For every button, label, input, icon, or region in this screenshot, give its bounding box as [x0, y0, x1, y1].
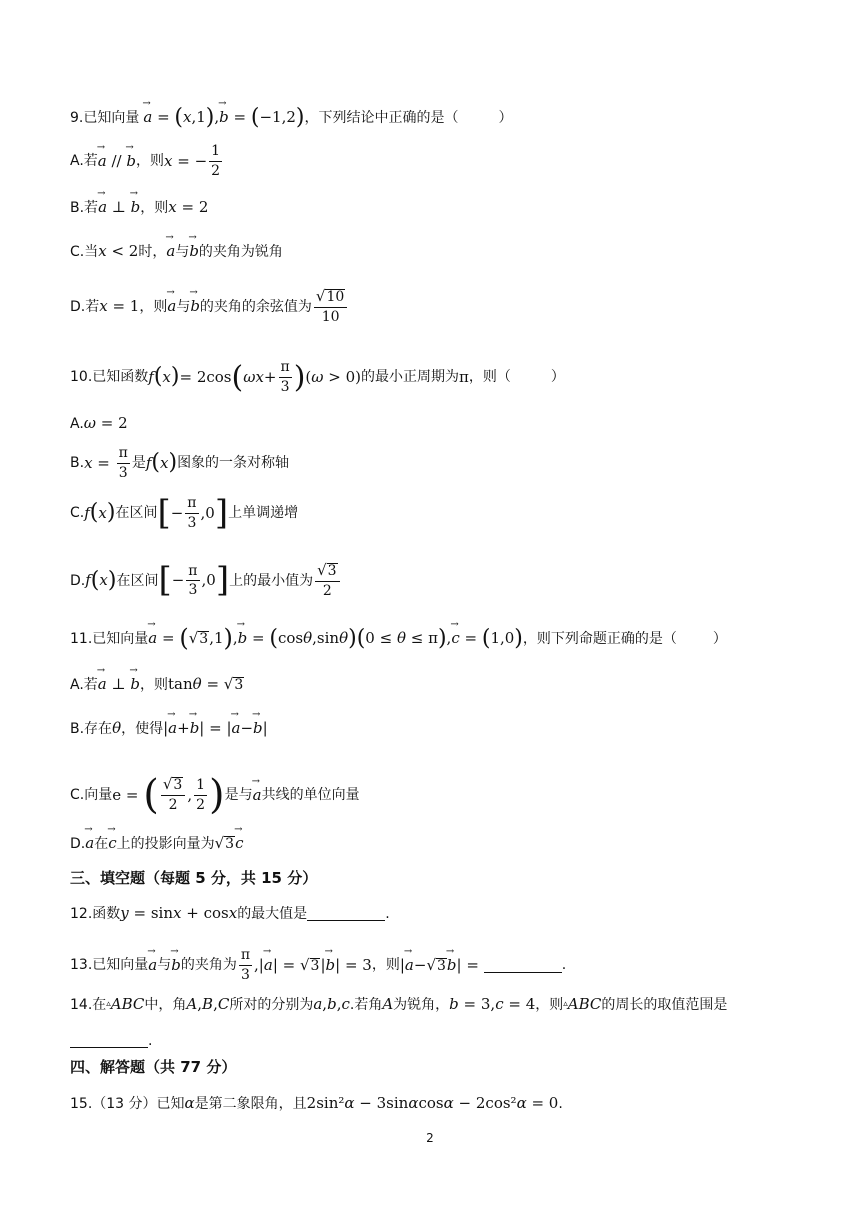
q9-c-label: C.当	[70, 243, 99, 260]
q14-t1: 中，角	[144, 996, 187, 1013]
q12-answer-blank[interactable]	[307, 906, 385, 921]
q11-a-mid: ，则	[140, 676, 168, 693]
q13-then: ，则	[371, 957, 400, 974]
q11-d-mid: 在	[94, 835, 109, 852]
q14-t4: 为锐角，	[393, 996, 450, 1013]
q10-stem-tail: 的最小正周期为	[361, 369, 460, 386]
q15-pre: 15.（13 分）已知	[70, 1095, 185, 1112]
q10-stem-text: 10.已知函数	[70, 369, 149, 386]
q9-b-mid: ，则	[140, 199, 169, 216]
q10-d-tail: 上的最小值为	[229, 572, 314, 589]
q10-paren: ）	[550, 369, 565, 386]
section-4-title: 四、解答题（共 77 分）	[70, 1058, 237, 1076]
q9-d-and: 与	[176, 298, 191, 315]
q9-option-a: A.若 → a // → b ，则 x = − $\frac{1}{2}$	[70, 144, 800, 178]
q10-c-label: C.	[70, 505, 85, 522]
q10-option-b: B. x = $\frac{\pi}{3}$ 是 f ( x ) 图象的一条对称轴	[70, 445, 290, 481]
q15-end: .	[558, 1095, 563, 1112]
q12: 12.函数 y = sin x + cos x 的最大值是 .	[70, 904, 390, 922]
q11-d-label: D.	[70, 835, 86, 852]
q13-pre: 13.已知向量	[70, 957, 149, 974]
q10-option-d: D. f ( x ) 在区间 [ − $\frac{\pi}{3}$ ,0 ] 上的最小值为 √ 3 2	[70, 563, 800, 598]
q10-d-label: D.	[70, 572, 86, 589]
section-3-title: 三、填空题（每题 5 分，共 15 分）	[70, 869, 318, 887]
q15: 15.（13 分）已知 α 是第二象限角，且 2sin² α − 3sin α cos α − 2cos² α = 0 .	[70, 1094, 563, 1112]
q13: 13.已知向量 → a 与 → b 的夹角为 $\frac{\pi}{3}$ ,| → a | = √ 3 | → b | = 3 ，则 | → a − √ 3 → b | = .	[70, 948, 800, 982]
q11-b-label: B.存在	[70, 720, 113, 737]
q11-option-a: A.若 → a ⊥ → b ，则 tan θ = √ 3	[70, 677, 800, 692]
q10-b-mid: 是	[131, 455, 146, 472]
q12-post: 的最大值是	[237, 905, 308, 922]
q11-stem-text: 11.已知向量	[70, 630, 149, 647]
q14-answer-blank[interactable]	[70, 1033, 148, 1048]
q9-d-mid: ，则	[139, 298, 168, 315]
page-number: 2	[426, 1131, 434, 1145]
q14: 14.在 ▵ ABC 中，角 A , B , C 所对的分别为 a , b , c .若角 A 为锐角， b = 3, c = 4 ，则 ▵ ABC 的周长的取值范围是	[70, 995, 728, 1013]
q11-b-mid: ，使得	[121, 720, 164, 737]
q14-t6: 的周长的取值范围是	[601, 996, 728, 1013]
q9-a-mid: ，则	[136, 153, 164, 170]
q14-t2: 所对的分别为	[229, 996, 314, 1013]
q11-d-tail: 上的投影向量为	[116, 835, 215, 852]
q11-paren: ）	[712, 630, 727, 647]
q9-c-tail: 的夹角为锐角	[198, 243, 283, 260]
q9-stem-tail: ，下列结论中正确的是（	[304, 109, 459, 126]
q11-c-tail: 共线的单位向量	[261, 787, 360, 803]
q12-pre: 12.函数	[70, 905, 121, 922]
q9-c-and: 与	[175, 243, 190, 260]
q9-c-mid: 时，	[138, 243, 167, 260]
q10-b-label: B.	[70, 455, 85, 472]
q13-end: .	[561, 957, 567, 974]
q9-option-d: D.若 x = 1 ，则 → a 与 → b 的夹角的余弦值为 √ 10 10	[70, 289, 800, 324]
q11-stem-tail: ，则下列命题正确的是（	[522, 630, 677, 647]
q9-paren: ）	[498, 109, 513, 126]
q9-b-label: B.若	[70, 199, 99, 216]
q10-stem-end: ，则（	[468, 369, 511, 386]
q14-t3: .若角	[349, 996, 383, 1013]
q11-option-d: D. → a 在 → c 上的投影向量为 √ 3 → c	[70, 836, 800, 851]
q10-option-c: C. f ( x ) 在区间 [ − $\frac{\pi}{3}$ ,0 ] 上单调递增	[70, 492, 299, 533]
q10-stem: 10.已知函数 f ( x ) = 2cos ( ωx + $\frac{\pi}{3}$ ) ( ω > 0) 的最小正周期为 π ，则（ ）	[70, 359, 565, 395]
q9-option-b: B.若 → a ⊥ → b ，则 x = 2	[70, 200, 800, 215]
q14-blank-line	[70, 1033, 800, 1048]
q14-t5: ，则	[535, 996, 564, 1013]
q15-mid: 是第二象限角，且	[194, 1095, 307, 1112]
q10-d-mid: 在区间	[116, 572, 159, 589]
q11-option-c: C.向量 e = ( √ 3 2 , $\frac{1}{2}$ ) 是与 → a 共线的单位向量	[70, 777, 800, 813]
q9-stem-text: 9.已知向量	[70, 109, 140, 126]
q10-a-label: A.	[70, 415, 84, 432]
q9-a-label: A.若	[70, 153, 98, 170]
q14-pre: 14.在	[70, 996, 107, 1013]
q11-stem: 11.已知向量 → a = ( √ 3 ,1 ) , → b = ( cos θ ,sin θ ) ( 0 ≤ θ ≤ π ) , → c = ( 1,0 ) ，则下列命题正确的是（ ）	[70, 628, 800, 650]
section-3-heading	[70, 871, 800, 886]
q10-c-tail: 上单调递增	[228, 505, 299, 522]
q10-c-mid: 在区间	[115, 505, 158, 522]
section-4-heading	[70, 1060, 800, 1075]
q9-option-c: C.当 x < 2 时， → a 与 → b 的夹角为锐角	[70, 244, 800, 259]
q13-and: 与	[157, 957, 172, 974]
q13-answer-blank[interactable]	[484, 958, 562, 973]
q11-option-b: B.存在 θ ，使得 | → a + → b | = | → a − → b |	[70, 721, 800, 736]
q11-a-label: A.若	[70, 676, 98, 693]
q10-b-tail: 图象的一条对称轴	[177, 455, 290, 472]
q9-d-tail: 的夹角的余弦值为	[199, 298, 312, 315]
q13-angle-text: 的夹角为	[180, 957, 237, 974]
q12-end: .	[385, 905, 390, 922]
q11-c-label: C.向量	[70, 787, 113, 803]
q11-c-mid: 是与	[224, 787, 253, 803]
q9-stem: 9.已知向量 → a = ( x ,1 ) , → b = ( −1,2 ) ，下列结论中正确的是（ ）	[70, 108, 800, 128]
q10-option-a: A. ω = 2	[70, 414, 128, 432]
q14-end: .	[148, 1032, 153, 1049]
q9-d-label: D.若	[70, 298, 100, 315]
